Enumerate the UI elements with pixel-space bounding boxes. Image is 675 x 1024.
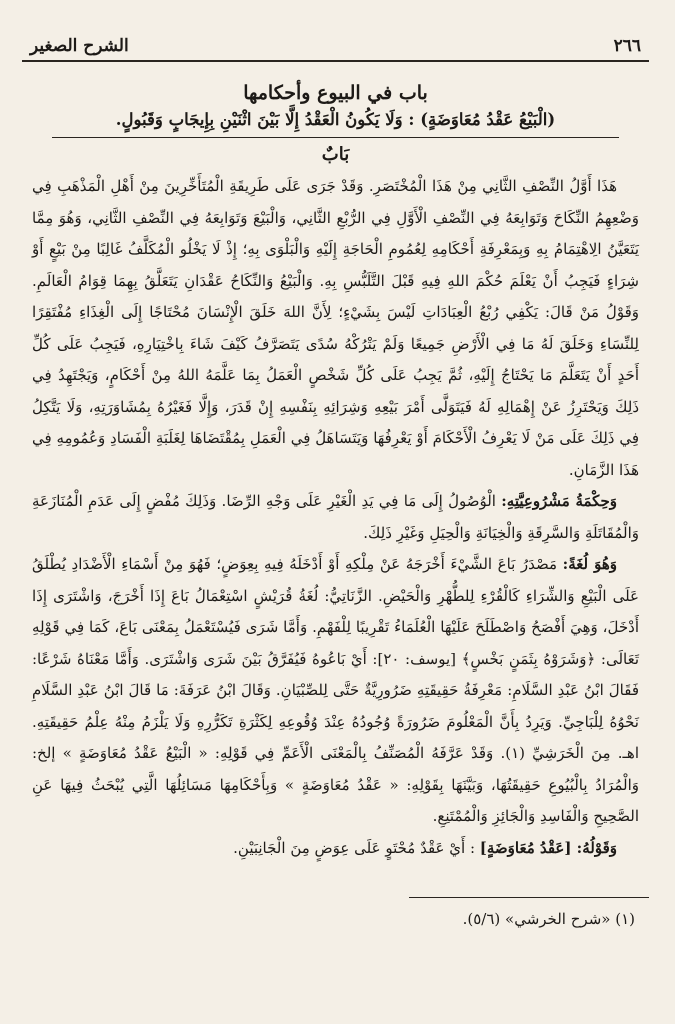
chapter-title: باب في البيوع وأحكامها <box>243 82 428 104</box>
paragraph <box>32 549 639 833</box>
page-number: ٢٦٦ <box>613 36 641 56</box>
paragraph-text: مَصْدَرُ بَاعَ الشَّيْءَ أَخْرَجَهُ عَنْ مِلْكِهِ أَوْ أَدْخَلَهُ فِيهِ بِعِوَضٍ؛ فَهُوَ مِنْ أَسْمَاءِ الْأَضْدَادِ يُطْلَقُ عَلَى الْبَيْعِ وَالشِّرَاءِ كَالْقُرْءِ لِلطُّهْرِ وَالْحَيْضِ. الزَّنَاتِيُّ: لُغَةُ قُرَيْشٍ اسْتِعْمَالُ بَاعَ إِذَا أَخْرَجَ، وَاشْتَرَى إِذَا أَدْخَلَ، وَهِيَ أَفْصَحُ وَاصْطَلَحَ عَلَيْهَا الْعُلَمَاءُ تَقْرِيبًا لِلْفَهْمِ. وَأَمَّا شَرَى فَيُسْتَعْمَلُ بِمَعْنَى بَاعَ، كَمَا فِي قَوْلِهِ تَعَالَى: ﴿وَشَرَوْهُ بِثَمَنٍ بَخْسٍ﴾ [يوسف: ٢٠]: أَيْ بَاعُوهُ فَيُفَرَّقُ بَيْنَ شَرَى وَاشْتَرَى. وَأَمَّا مَعْنَاهُ شَرْعًا: فَقَالَ ابْنُ عَبْدِ السَّلَامِ: مَعْرِفَةُ حَقِيقَتِهِ ضَرُورِيَّةٌ حَتَّى لِلصِّبْيَانِ. وَقَالَ ابْنُ عَرَفَةَ: مَا قَالَ ابْنُ عَبْدِ السَّلَامِ نَحْوُهُ لِلْبَاجِيِّ. وَيَرِدُ بِأَنَّ الْمَعْلُومَ ضَرُورَةً وُجُودُهُ عِنْدَ وُقُوعِهِ لِكَثْرَةِ تَكَرُّرِهِ وَلَا يَلْزَمُ مِنْهُ عِلْمُ حَقِيقَتِهِ. اهـ. مِنَ الْخَرَشِيِّ (١). وَقَدْ عَرَّفَهُ الْمُصَنِّفُ بِالْمَعْنَى الْأَعَمِّ فِي قَوْلِهِ: « الْبَيْعُ عَقْدُ مُعَاوَضَةٍ » إلخ: وَالْمُرَادُ بِالْبُيُوعِ حَقِيقَتُهَا، وَبَيَّنَهَا بِقَوْلِهِ: « عَقْدُ مُعَاوَضَةٍ » وَبِأَحْكَامِهَا مَسَائِلُهَا الَّتِي يُبْحَثُ فِيهَا عَنِ الصَّحِيحِ وَالْفَاسِدِ وَالْجَائِزِ وَالْمُمْتَنِعِ. <box>32 555 639 825</box>
paragraph <box>32 171 639 486</box>
section-label: بَابٌ <box>321 144 350 165</box>
paragraph-lead: وَقَوْلُهُ: [عَقْدُ مُعَاوَضَةٍ] <box>479 838 617 857</box>
paragraph <box>32 833 639 865</box>
book-title: الشرح الصغير <box>30 36 129 56</box>
paragraph-text: الْوُصُولُ إِلَى مَا فِي يَدِ الْغَيْرِ عَلَى وَجْهِ الرِّضَا. وَذَلِكَ مُفْضٍ إِلَى عَدَمِ الْمُنَازَعَةِ وَالْمُقَاتَلَةِ وَالسَّرِقَةِ وَالْخِيَانَةِ وَالْحِيَلِ وَغَيْرِ ذَلِكَ. <box>32 492 639 542</box>
paragraph <box>32 486 639 549</box>
footnote: (١) «شرح الخرشي» (٥/٦). <box>462 910 635 928</box>
paragraph-lead: وَحِكْمَةُ مَشْرُوعِيَّتِهِ: <box>501 492 617 510</box>
running-head <box>22 30 649 62</box>
paragraph-text: هَذَا أَوَّلُ النِّصْفِ الثَّانِي مِنْ هَذَا الْمُخْتَصَرِ. وَقَدْ جَرَى عَلَى طَرِيقَةِ الْمُتَأَخِّرِينَ مِنْ أَهْلِ الْمَذْهَبِ فِي وَضْعِهِمُ النِّكَاحَ وَتَوَابِعَهُ فِي النِّصْفِ الْأَوَّلِ فِي الرُّبْعِ الثَّانِي، وَالْبَيْعَ وَتَوَابِعَهُ فِي النِّصْفِ الثَّانِي، وَهُوَ مِمَّا يَتَعَيَّنُ الِاهْتِمَامُ بِهِ وَبِمَعْرِفَةِ أَحْكَامِهِ لِعُمُومِ الْحَاجَةِ إِلَيْهِ وَالْبَلْوَى بِهِ؛ إِذْ لَا يَخْلُو الْمُكَلَّفُ غَالِبًا مِنْ بَيْعٍ أَوْ شِرَاءٍ فَيَجِبُ أَنْ يَعْلَمَ حُكْمَ اللهِ فِيهِ قَبْلَ التَّلَبُّسِ بِهِ. وَالْبَيْعُ وَالنِّكَاحُ عَقْدَانِ يَتَعَلَّقُ بِهِمَا قِوَامُ الْعَالَمِ. وَقَوْلُ مَنْ قَالَ: يَكْفِي رُبْعُ الْعِبَادَاتِ لَيْسَ بِشَيْءٍ؛ لِأَنَّ اللهَ خَلَقَ الْإِنْسَانَ مُحْتَاجًا إِلَى الْغِذَاءِ مُفْتَقِرًا لِلنِّسَاءِ وَخَلَقَ لَهُ مَا فِي الْأَرْضِ جَمِيعًا وَلَمْ يَتْرُكْهُ سُدًى يَتَصَرَّفُ كَيْفَ شَاءَ بِاخْتِيَارِهِ، فَيَجِبُ عَلَى كُلِّ أَحَدٍ أَنْ يَتَعَلَّمَ مَا يَحْتَاجُ إِلَيْهِ، ثُمَّ يَجِبُ عَلَى كُلِّ شَخْصٍ الْعَمَلُ بِمَا عَلَّمَهُ اللهُ مِنْ أَحْكَامٍ، وَيَجْتَهِدُ فِي ذَلِكَ وَيَحْتَرِزُ عَنْ إِهْمَالِهِ لَهُ فَيَتَوَلَّى أَمْرَ بَيْعِهِ وَشِرَائِهِ بِنَفْسِهِ إِنْ قَدَرَ، وَإِلَّا فَغَيْرُهُ بِمُشَاوَرَتِهِ، وَلَا يَتَّكِلُ فِي ذَلِكَ عَلَى مَنْ لَا يَعْرِفُ الْأَحْكَامَ أَوْ يَعْرِفُهَا وَيَتَسَاهَلُ فِي الْعَمَلِ بِمُقْتَضَاهَا لِغَلَبَةِ الْفَسَادِ وَعُمُومِهِ فِي هَذَا الزَّمَانِ. <box>32 177 639 479</box>
commentary-body <box>22 171 649 864</box>
matn-text: (الْبَيْعُ عَقْدُ مُعَاوَضَةٍ) : وَلَا يَكُونُ الْعَقْدُ إِلَّا بَيْنَ اثْنَيْنِ بِإِيجَابٍ وَقَبُولٍ. <box>115 110 556 129</box>
paragraph-text: : أَيْ عَقْدٌ مُحْتَوٍ عَلَى عِوَضٍ مِنَ الْجَانِبَيْنِ. <box>233 838 480 857</box>
paragraph-lead: وَهُوَ لُغَةً: <box>562 555 617 573</box>
footnote-separator <box>409 897 649 898</box>
divider-line <box>52 137 619 138</box>
